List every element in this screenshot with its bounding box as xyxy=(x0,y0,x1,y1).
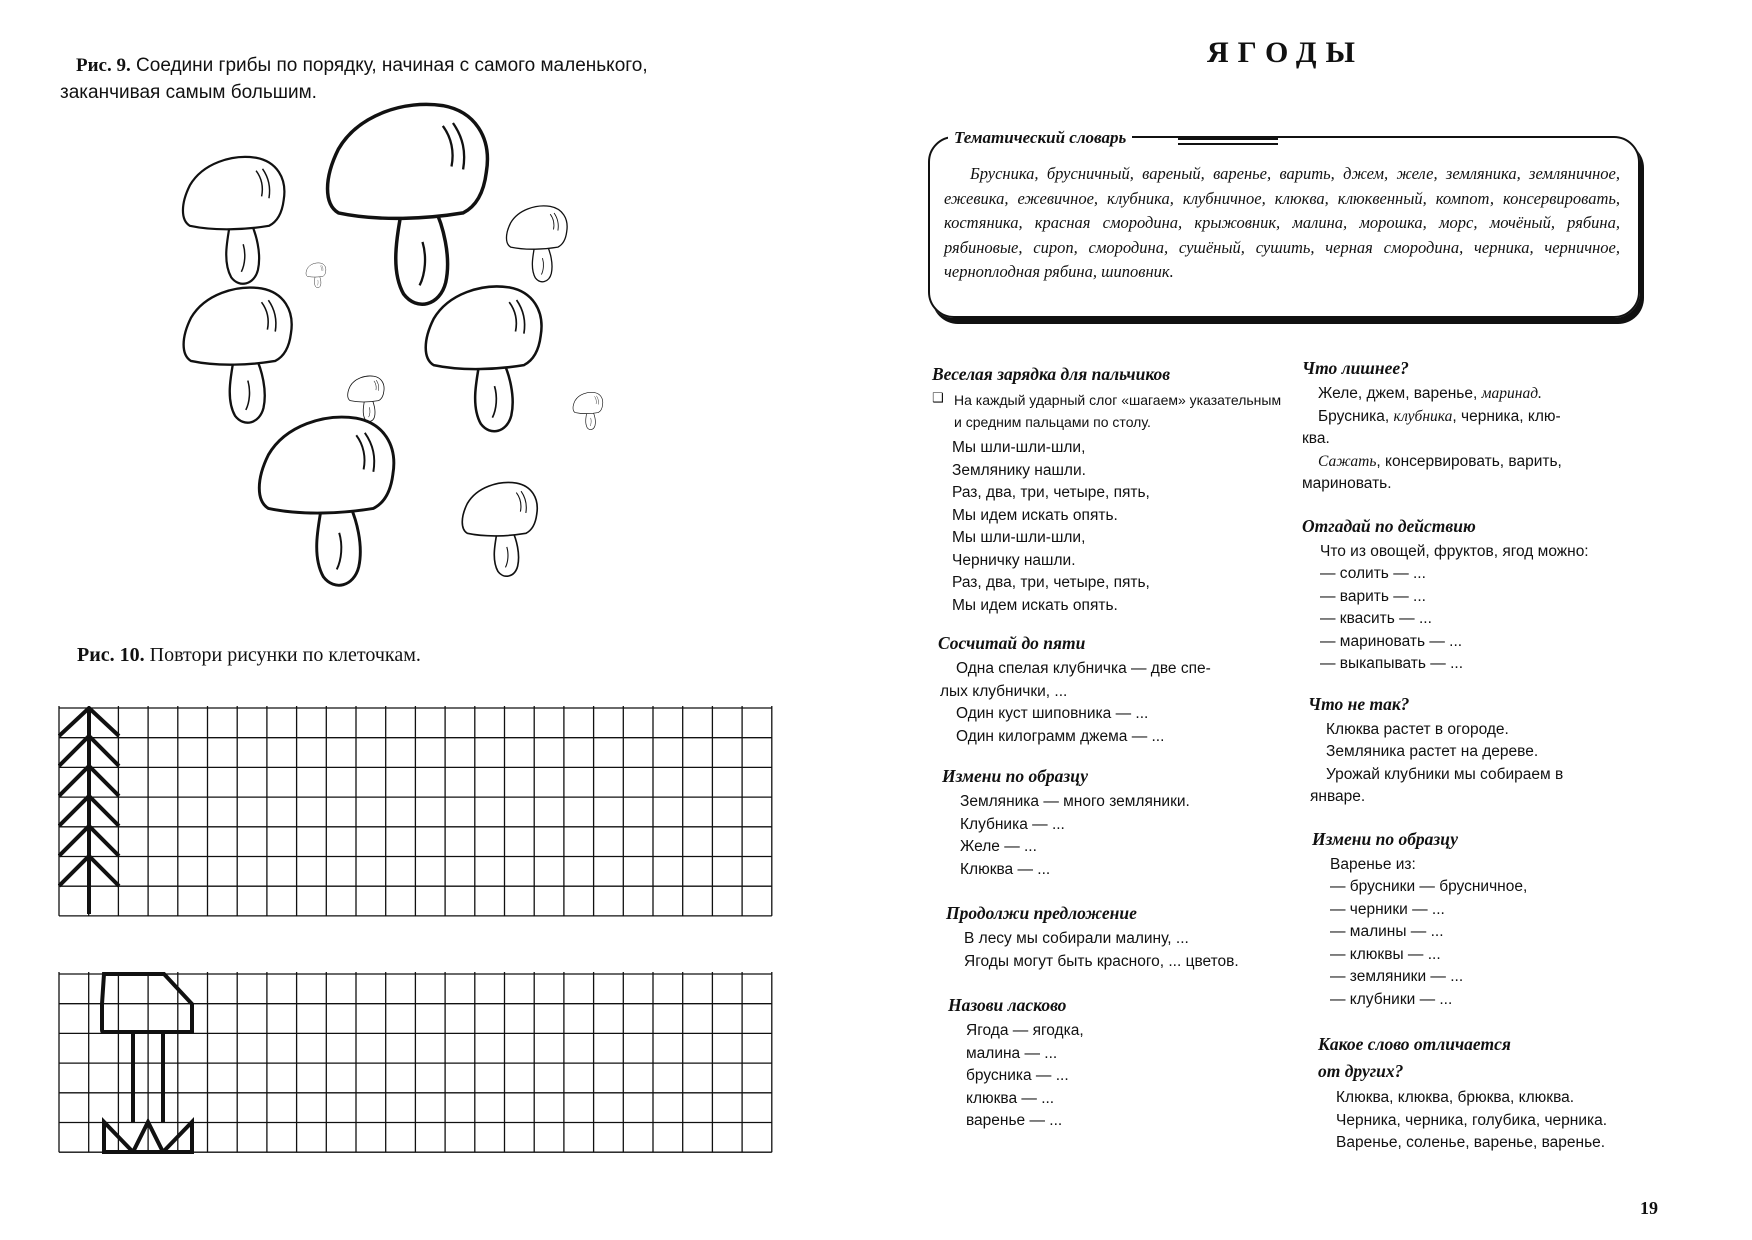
exercise-heading: Веселая зарядка для пальчиков xyxy=(932,364,1171,384)
wrong-body: Клюква растет в огороде. Земляника растет на дереве. Урожай клубники мы собираем в январе. xyxy=(1310,720,1564,805)
fig9-text-line2: заканчивая самым большим. xyxy=(60,82,317,103)
checkbox-icon: ❑ xyxy=(932,391,944,406)
fig10-caption xyxy=(77,644,421,667)
mushroom-medium-right xyxy=(426,287,542,432)
mushroom-medium-left xyxy=(184,288,292,423)
mushroom-tiny-left xyxy=(306,263,326,288)
dictionary-label-rule xyxy=(1178,138,1278,145)
wrong-heading: Что не так? xyxy=(1308,693,1410,714)
change-body: Земляника — много земляники. Клубника — ... Желе — ... Клюква — ... xyxy=(960,793,1190,878)
count-body: Одна спелая клубничка — две спе- лых клубнички, ... Один куст шиповника — ... Один килограмм джема — ... xyxy=(940,660,1211,745)
dictionary-label: Тематический словарь xyxy=(948,128,1132,148)
column-2 xyxy=(1302,358,1654,1155)
change2-body: Варенье из: — брусники — брусничное, — черники — ... — малины — ... — клюквы — ... — земляники — ... — клубники — ... xyxy=(1330,855,1528,1008)
mushroom-small-bottom-right xyxy=(462,482,537,576)
mushrooms-illustration xyxy=(0,0,800,600)
fig10-label: Рис. 10. xyxy=(77,644,145,666)
column-1 xyxy=(932,364,1284,1133)
count-heading: Сосчитай до пяти xyxy=(938,633,1086,653)
fig9-text-line1: Соедини грибы по порядку, начиная с самого маленького, xyxy=(136,55,648,76)
affectionate-body: Ягода — ягодка, малина — ... брусника — ... клюква — ... варенье — ... xyxy=(966,1022,1084,1129)
exercise-poem: Мы шли-шли-шли, Землянику нашли. Раз, два, три, четыре, пять, Мы идем искать опять. Мы шли-шли-шли, Черничку нашли. Раз, два, три, четыре, пять, Мы идем искать опять. xyxy=(952,439,1150,614)
guess-heading: Отгадай по действию xyxy=(1302,515,1476,536)
mushroom-tiny-right xyxy=(573,392,603,429)
continue-heading: Продолжи предложение xyxy=(946,903,1137,923)
mushroom-medium-top-left xyxy=(183,157,284,284)
differs-body: Клюква, клюква, брюква, клюква. Черника, черника, голубика, черника. Варенье, соленье, варенье, варенье. xyxy=(1336,1089,1608,1151)
mushroom-tiny-center xyxy=(348,376,384,421)
fig9-label: Рис. 9. xyxy=(76,55,131,76)
tree-sample-shape xyxy=(59,708,119,914)
differs-heading: Какое слово отличается от других? xyxy=(1318,1034,1511,1081)
page-title: ЯГОДЫ xyxy=(1207,36,1364,69)
exercise-instruction: ❑ На каждый ударный слог «шагаем» указательным и средним пальцами по столу. xyxy=(932,389,1284,433)
continue-body: В лесу мы собирали малину, ... Ягоды могут быть красного, ... цветов. xyxy=(964,930,1239,970)
dictionary-text: Брусника, брусничный, вареный, варенье, варить, джем, желе, земляника, земляничное, ежевика, ежевичное, клубника, клубничное, клюква, клюквенный, компот, консервировать, костяника, красная смородина, крыжовник, малина, морошка, морс, мочёный, рябина, рябиновые, сироп, смородина, сушёный, сушить, черная смородина, черника, черничное, черноплодная рябина, шиповник. xyxy=(944,164,1620,281)
page-number: 19 xyxy=(1640,1198,1658,1218)
mushroom-small-right xyxy=(506,206,567,282)
extra-heading: Что лишнее? xyxy=(1302,358,1409,378)
change2-heading: Измени по образцу xyxy=(1312,828,1458,849)
grid-mushroom-exercise xyxy=(58,972,776,1154)
extra-body: Желе, джем, варенье, маринад. Брусника, клубника, черника, клю- ква. Сажать, консервировать, варить, мариновать. xyxy=(1302,385,1562,492)
grid-tree-exercise xyxy=(58,706,776,918)
affectionate-heading: Назови ласково xyxy=(948,995,1067,1015)
change-heading: Измени по образцу xyxy=(942,766,1088,786)
mushroom-large-bottom xyxy=(259,417,394,585)
fig10-text: Повтори рисунки по клеточкам. xyxy=(149,644,421,666)
mushroom-large-top xyxy=(328,104,488,304)
guess-body: Что из овощей, фруктов, ягод можно: — солить — ... — варить — ... — квасить — ... — мариновать — ... — выкапывать — ... xyxy=(1320,542,1589,672)
